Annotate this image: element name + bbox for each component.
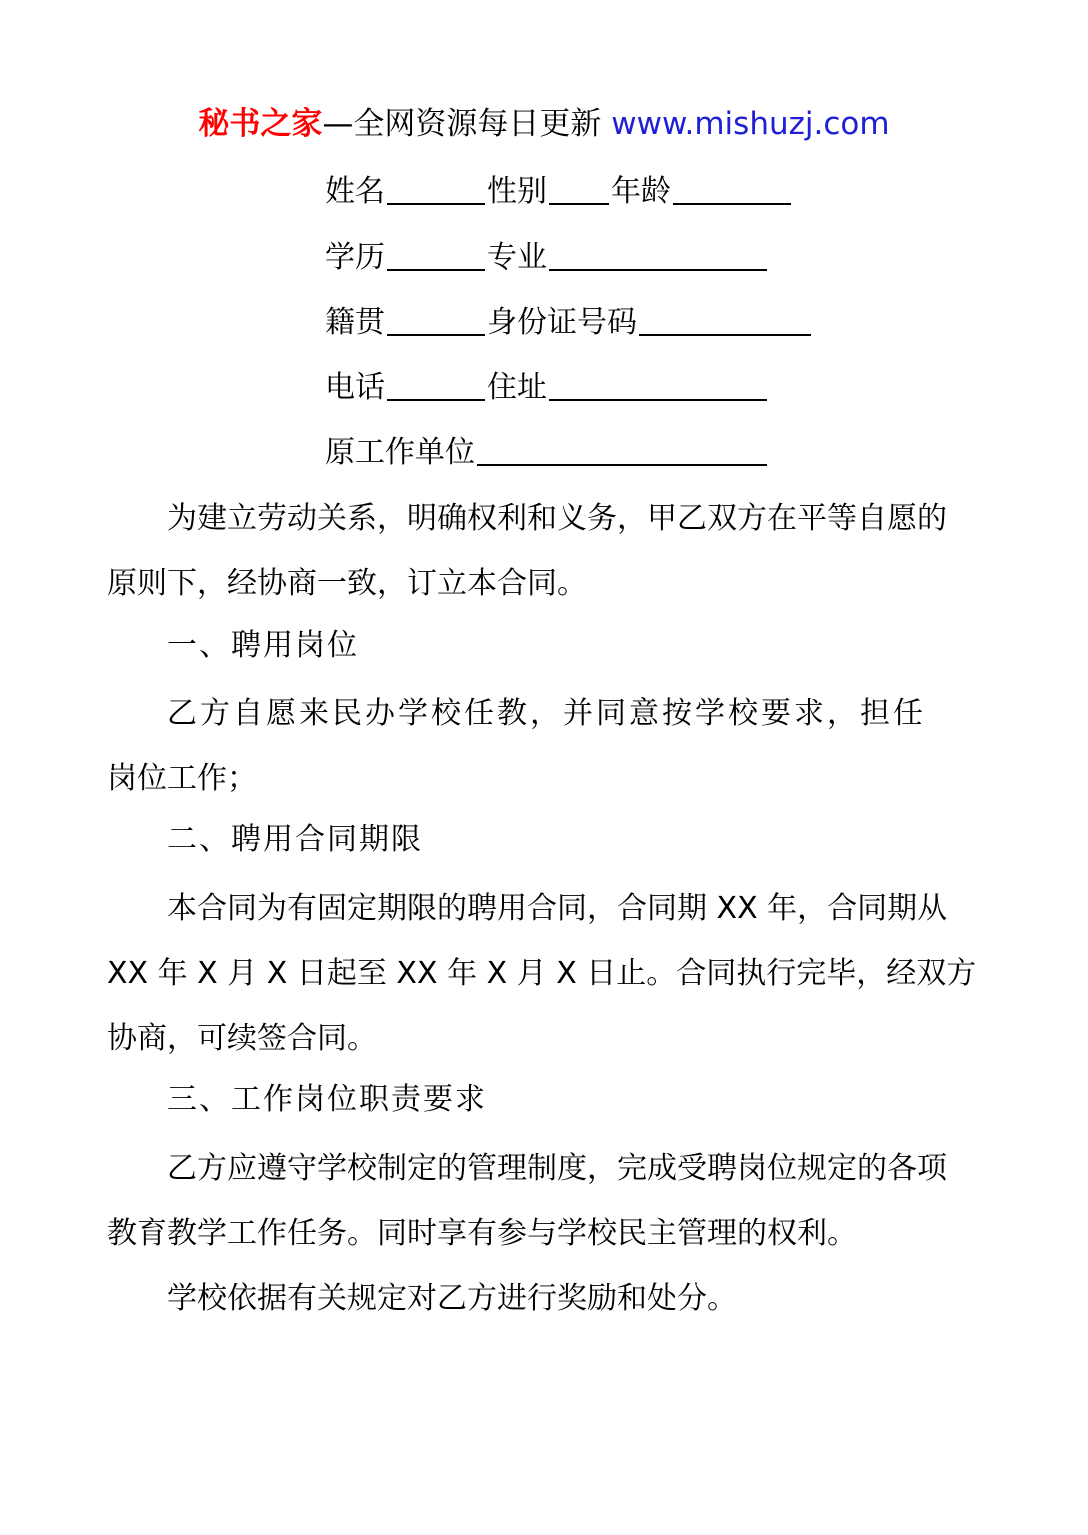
address-label: 住址 xyxy=(487,370,547,405)
gender-blank xyxy=(549,173,609,205)
document-header xyxy=(0,103,1088,145)
gender-label: 性别 xyxy=(487,174,547,209)
intro-paragraph xyxy=(107,486,982,616)
section-1-paragraph xyxy=(107,681,982,811)
field-row-education xyxy=(325,238,769,278)
native-place-label: 籍贯 xyxy=(325,305,385,340)
native-place-blank xyxy=(387,304,485,336)
section-2-title: 二、聘用合同期限 xyxy=(167,822,423,857)
section-3-line-1: 乙方应遵守学校制定的管理制度，完成受聘岗位规定的各项 xyxy=(167,1151,947,1186)
brand-name: 秘书之家 xyxy=(198,106,323,142)
section-2-line-2: XX 年 X 月 X 日起至 XX 年 X 月 X 日止。合同执行完毕，经双方 xyxy=(107,956,977,991)
name-label: 姓名 xyxy=(325,174,385,209)
section-2-line-3: 协商，可续签合同。 xyxy=(107,1021,377,1056)
education-label: 学历 xyxy=(325,240,385,275)
field-row-personal xyxy=(325,172,793,212)
id-number-label: 身份证号码 xyxy=(487,305,637,340)
header-slogan: —全网资源每日更新 xyxy=(322,106,602,142)
education-blank xyxy=(387,239,485,271)
intro-line-2: 原则下，经协商一致，订立本合同。 xyxy=(107,566,587,601)
section-3-line-2: 教育教学工作任务。同时享有参与学校民主管理的权利。 xyxy=(107,1216,857,1251)
section-1-title: 一、聘用岗位 xyxy=(167,628,359,663)
section-1-line-1: 乙方自愿来民办学校任教，并同意按学校要求，担任 xyxy=(167,696,926,731)
website-link[interactable]: www.mishuzj.com xyxy=(611,106,890,142)
section-2-line-1: 本合同为有固定期限的聘用合同，合同期 XX 年，合同期从 xyxy=(167,891,948,926)
section-3-paragraph xyxy=(107,1136,982,1331)
section-1-line-2: 岗位工作； xyxy=(107,761,257,796)
age-blank xyxy=(673,173,791,205)
previous-employer-label: 原工作单位 xyxy=(325,435,475,470)
phone-blank xyxy=(387,369,485,401)
section-2-paragraph xyxy=(107,876,982,1071)
major-label: 专业 xyxy=(487,240,547,275)
phone-label: 电话 xyxy=(325,370,385,405)
previous-employer-blank xyxy=(477,434,767,466)
section-3-line-3: 学校依据有关规定对乙方进行奖励和处分。 xyxy=(167,1281,737,1316)
section-3-title: 三、工作岗位职责要求 xyxy=(167,1082,487,1117)
field-row-employer xyxy=(325,433,769,473)
age-label: 年龄 xyxy=(611,174,671,209)
intro-line-1: 为建立劳动关系，明确权利和义务，甲乙双方在平等自愿的 xyxy=(167,501,947,536)
major-blank xyxy=(549,239,767,271)
name-blank xyxy=(387,173,485,205)
id-number-blank xyxy=(639,304,811,336)
address-blank xyxy=(549,369,767,401)
field-row-contact xyxy=(325,368,769,408)
field-row-identity xyxy=(325,303,813,343)
